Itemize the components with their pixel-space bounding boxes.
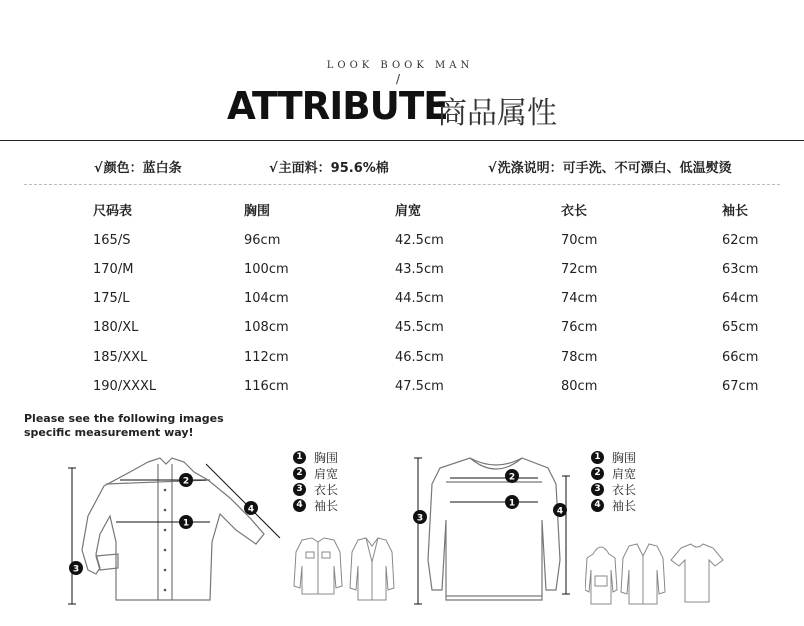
table-cell: 175/L: [93, 291, 130, 306]
shirt-marker-1: [179, 515, 193, 529]
sweater-marker-4: [553, 503, 567, 517]
legend-label: 肩宽: [314, 466, 339, 481]
sweater-marker-1: [505, 495, 519, 509]
legend-label: 袖长: [314, 498, 339, 513]
legend-label: 胸围: [612, 450, 637, 465]
shirt-legend: [293, 449, 338, 513]
attribute-color-text: 颜色：蓝白条: [103, 161, 182, 176]
blazer-icon: [350, 538, 394, 600]
denim-jacket-icon: [294, 538, 342, 594]
table-cell: 185/XXL: [93, 350, 148, 365]
table-cell: 70cm: [561, 233, 598, 248]
table-cell: 62cm: [722, 233, 759, 248]
legend-label: 衣长: [314, 482, 339, 497]
legend-label: 衣长: [612, 482, 637, 497]
table-cell: 63cm: [722, 262, 759, 277]
column-header-size: 尺码表: [93, 204, 133, 219]
check-icon: √: [488, 161, 497, 176]
number-3-icon: 3: [293, 483, 306, 496]
attribute-care-text: 洗涤说明：可手洗、不可漂白、低温熨烫: [497, 161, 732, 176]
marker-number: 4: [247, 504, 255, 515]
attribute-fabric: [269, 157, 389, 176]
table-cell: 44.5cm: [395, 291, 444, 306]
marker-number: 2: [182, 476, 190, 487]
table-cell: 74cm: [561, 291, 598, 306]
table-cell: 78cm: [561, 350, 598, 365]
sweater-outline: [428, 458, 560, 600]
marker-number: 3: [416, 513, 424, 524]
sweater-measurement-diagram: [410, 450, 582, 608]
lookbook-kicker: LOOK BOOK MAN: [326, 60, 474, 71]
table-cell: 108cm: [244, 320, 289, 335]
number-4-icon: 4: [591, 499, 604, 512]
shirt-marker-3: [69, 561, 83, 575]
number-1-icon: 1: [293, 451, 306, 464]
column-header-chest: 胸围: [244, 204, 271, 219]
table-cell: 66cm: [722, 350, 759, 365]
check-icon: √: [269, 161, 278, 176]
check-icon: √: [94, 161, 103, 176]
table-cell: 100cm: [244, 262, 289, 277]
shirt-measurement-diagram: [60, 450, 292, 615]
table-cell: 112cm: [244, 350, 289, 365]
table-cell: 47.5cm: [395, 379, 444, 394]
table-cell: 76cm: [561, 320, 598, 335]
jacket-thumbnails: [288, 536, 396, 604]
header-divider: [0, 140, 804, 141]
legend-item: [293, 497, 338, 513]
table-cell: 45.5cm: [395, 320, 444, 335]
table-cell: 67cm: [722, 379, 759, 394]
table-cell: 80cm: [561, 379, 598, 394]
table-cell: 42.5cm: [395, 233, 444, 248]
marker-number: 3: [72, 564, 80, 575]
table-cell: 165/S: [93, 233, 131, 248]
shirt-marker-2: [179, 473, 193, 487]
table-cell: 46.5cm: [395, 350, 444, 365]
column-header-sleeve: 袖长: [722, 204, 749, 219]
legend-item: [591, 465, 636, 481]
legend-item: [591, 481, 636, 497]
table-cell: 43.5cm: [395, 262, 444, 277]
measurement-note: Please see the following images specific measurement way!: [24, 412, 224, 439]
table-cell: 180/XL: [93, 320, 139, 335]
legend-item: [293, 465, 338, 481]
legend-item: [293, 449, 338, 465]
attribute-fabric-text: 主面料：95.6%棉: [278, 161, 389, 176]
table-cell: 65cm: [722, 320, 759, 335]
shirt-outline: [82, 458, 264, 600]
table-cell: 72cm: [561, 262, 598, 277]
number-4-icon: 4: [293, 499, 306, 512]
legend-item: [293, 481, 338, 497]
attribute-divider: [24, 184, 780, 185]
table-cell: 116cm: [244, 379, 289, 394]
shirt-buttons: [164, 489, 167, 592]
marker-number: 1: [182, 518, 190, 529]
tshirt-icon: [671, 544, 723, 602]
number-2-icon: 2: [293, 467, 306, 480]
legend-item: [591, 449, 636, 465]
sweater-measure-lines: [414, 458, 570, 604]
attribute-color: [94, 157, 182, 176]
attribute-care: [488, 157, 732, 176]
legend-label: 胸围: [314, 450, 339, 465]
table-cell: 170/M: [93, 262, 134, 277]
number-3-icon: 3: [591, 483, 604, 496]
legend-label: 袖长: [612, 498, 637, 513]
title-english: ATTRIBUTE: [227, 84, 448, 128]
column-header-length: 衣长: [561, 204, 588, 219]
marker-number: 4: [556, 506, 564, 517]
table-cell: 96cm: [244, 233, 281, 248]
legend-item: [591, 497, 636, 513]
hoodie-icon: [585, 547, 617, 604]
top-thumbnails: [585, 540, 725, 608]
table-cell: 104cm: [244, 291, 289, 306]
shirt-marker-4: [244, 501, 258, 515]
marker-number: 1: [508, 498, 516, 509]
number-2-icon: 2: [591, 467, 604, 480]
sweater-marker-3: [413, 510, 427, 524]
number-1-icon: 1: [591, 451, 604, 464]
sweater-marker-2: [505, 469, 519, 483]
legend-label: 肩宽: [612, 466, 637, 481]
title-chinese: 商品属性: [437, 96, 557, 131]
sweater-legend: [591, 449, 636, 513]
table-cell: 190/XXXL: [93, 379, 157, 394]
cardigan-icon: [621, 544, 665, 604]
column-header-shoulder: 肩宽: [395, 204, 422, 219]
table-cell: 64cm: [722, 291, 759, 306]
kicker-slash: /: [396, 72, 401, 86]
marker-number: 2: [508, 472, 516, 483]
